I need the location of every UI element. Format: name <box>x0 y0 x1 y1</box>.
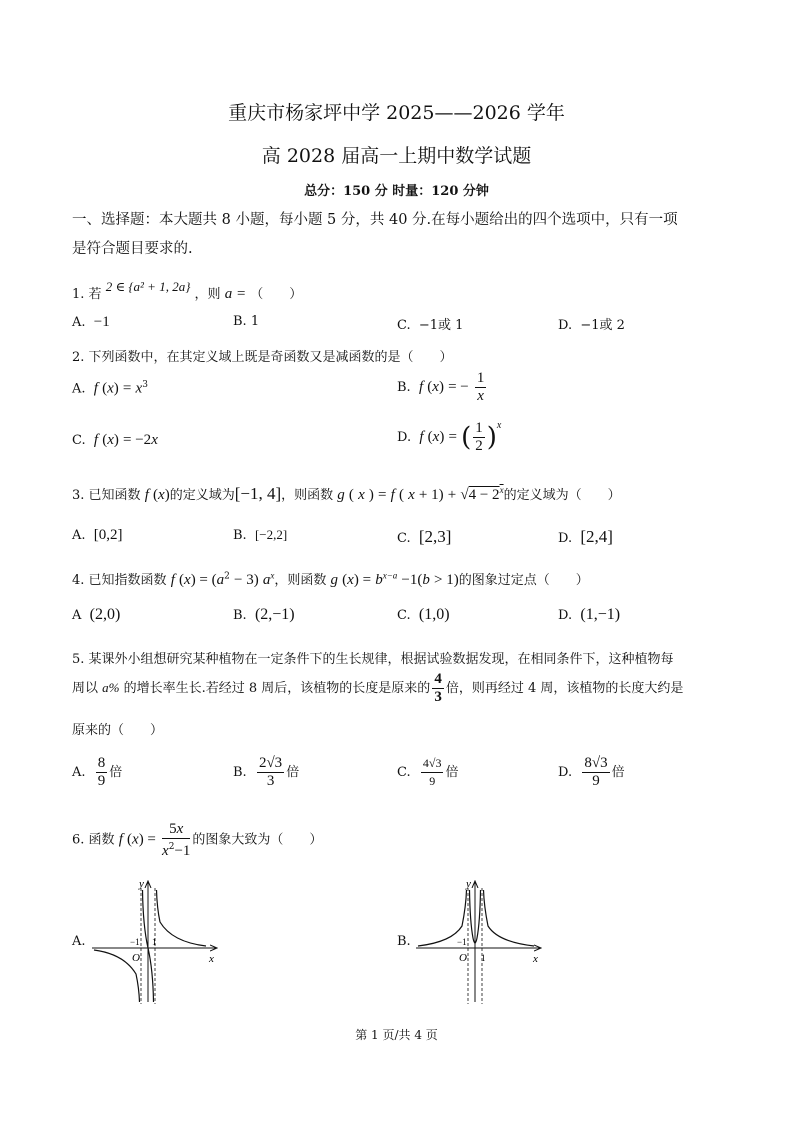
section-heading <box>72 206 728 264</box>
q2-option-c: C. f (x) = −2x <box>72 432 158 448</box>
section-heading-line1: 一、选择题：本大题共 8 小题，每小题 5 分，共 40 分.在每小题给出的四个选项中，只有一项 <box>72 212 678 228</box>
q1-number: 1. <box>72 287 85 302</box>
q1-text-a: 若 <box>88 287 102 302</box>
q3-option-c: C. [2,3] <box>397 527 452 546</box>
q2-option-d: D. f (x) = ( $\frac{1}{2}$ )$^x$ <box>397 419 502 454</box>
tick-1: 1 <box>152 937 157 947</box>
page-footer: 第 1 页/共 4 页 <box>355 1028 438 1042</box>
q1-a-equals: a = <box>224 286 247 302</box>
q3-option-d: D. [2,4] <box>558 527 613 546</box>
question-1 <box>72 279 303 303</box>
q4-option-b: B. (2,−1) <box>233 606 295 623</box>
q1-text-b: ，则 <box>194 287 221 302</box>
origin-label: O <box>459 952 467 964</box>
tick-neg1: −1 <box>130 937 140 947</box>
q1-option-c: C. −1或 1 <box>397 318 464 333</box>
tick-neg1: −1 <box>457 937 467 947</box>
y-axis-label: y <box>466 878 471 890</box>
origin-label: O <box>132 952 140 964</box>
y-axis-label: y <box>139 878 144 890</box>
q4-option-c: C. (1,0) <box>397 606 450 623</box>
question-6: 6. 函数 f (x) = $\frac{5x}{x^2-1}$ 的图象大致为（ ） <box>72 821 323 859</box>
tick-1: 1 <box>481 953 486 963</box>
q6-graph-a <box>88 876 223 1006</box>
q6-graph-b <box>412 876 547 1006</box>
question-2: 2. 下列函数中，在其定义域上既是奇函数又是减函数的是（ ） <box>72 350 453 365</box>
q5-option-c: C. $\frac{4√3}{9}$ 倍 <box>397 756 459 788</box>
section-heading-line2: 是符合题目要求的. <box>72 241 193 257</box>
question-5-line2: 周以 a% 的增长率生长.若经过 8 周后，该植物的长度是原来的 $\frac{4}{3}$ 倍，则再经过 4 周，该植物的长度大约是 <box>72 671 684 705</box>
q5-option-d: D. $\frac{8√3}{9}$ 倍 <box>558 755 625 789</box>
school-title: 重庆市杨家坪中学 2025——2026 学年 <box>228 102 565 124</box>
q1-option-a: A. −1 <box>72 314 110 330</box>
q6-option-a-label: A. <box>72 934 86 949</box>
question-3: 3. 已知函数 f (x)的定义域为[−1, 4]，则函数 g ( x ) = f ( $x + 1) + √4 - 2^x$的定义域为（ ） <box>72 484 621 503</box>
curve-right-branch <box>157 890 207 946</box>
x-axis-label: x <box>533 953 538 965</box>
score-time-line: 总分：150 分 时量：120 分钟 <box>304 184 489 199</box>
q1-option-b: B. 1 <box>233 314 260 329</box>
q2-option-a: A. f $(x) = x^3$ <box>72 380 148 397</box>
q1-option-d: D. −1或 2 <box>558 318 625 333</box>
q5-option-a: A. $\frac{8}{9}$ 倍 <box>72 755 123 789</box>
question-5-line3: 原来的（ ） <box>72 723 164 738</box>
question-5-line1: 5. 某课外小组想研究某种植物在一定条件下的生长规律，根据试验数据发现，在相同条件下，这种植物每 <box>72 652 674 667</box>
q6-option-b-label: B. <box>397 934 411 949</box>
q1-blank: （ ） <box>250 287 303 302</box>
q4-option-a: A (2,0) <box>72 606 121 623</box>
q3-option-a: A. [0,2] <box>72 527 123 543</box>
q5-option-b: B. $\frac{2√3}{3}$ 倍 <box>233 755 300 789</box>
x-axis-label: x <box>209 953 214 965</box>
exam-title: 高 2028 届高一上期中数学试题 <box>261 145 532 167</box>
question-4: 4. 已知指数函数 f $(x) = (a^2 - 3)$ $a^x$，则函数 g $(x) = b^{x-a} -1(b > 1)$的图象过定点（ ） <box>72 570 589 588</box>
q2-option-b: B. f (x) = − $\frac{1}{x}$ <box>397 370 485 404</box>
q1-set-expression: 2 ∈ {a² + 1, 2a} <box>105 279 191 294</box>
curve-right-branch <box>484 890 535 946</box>
q3-option-b: B. [−2,2] <box>233 527 288 543</box>
q4-option-d: D. (1,−1) <box>558 606 621 623</box>
